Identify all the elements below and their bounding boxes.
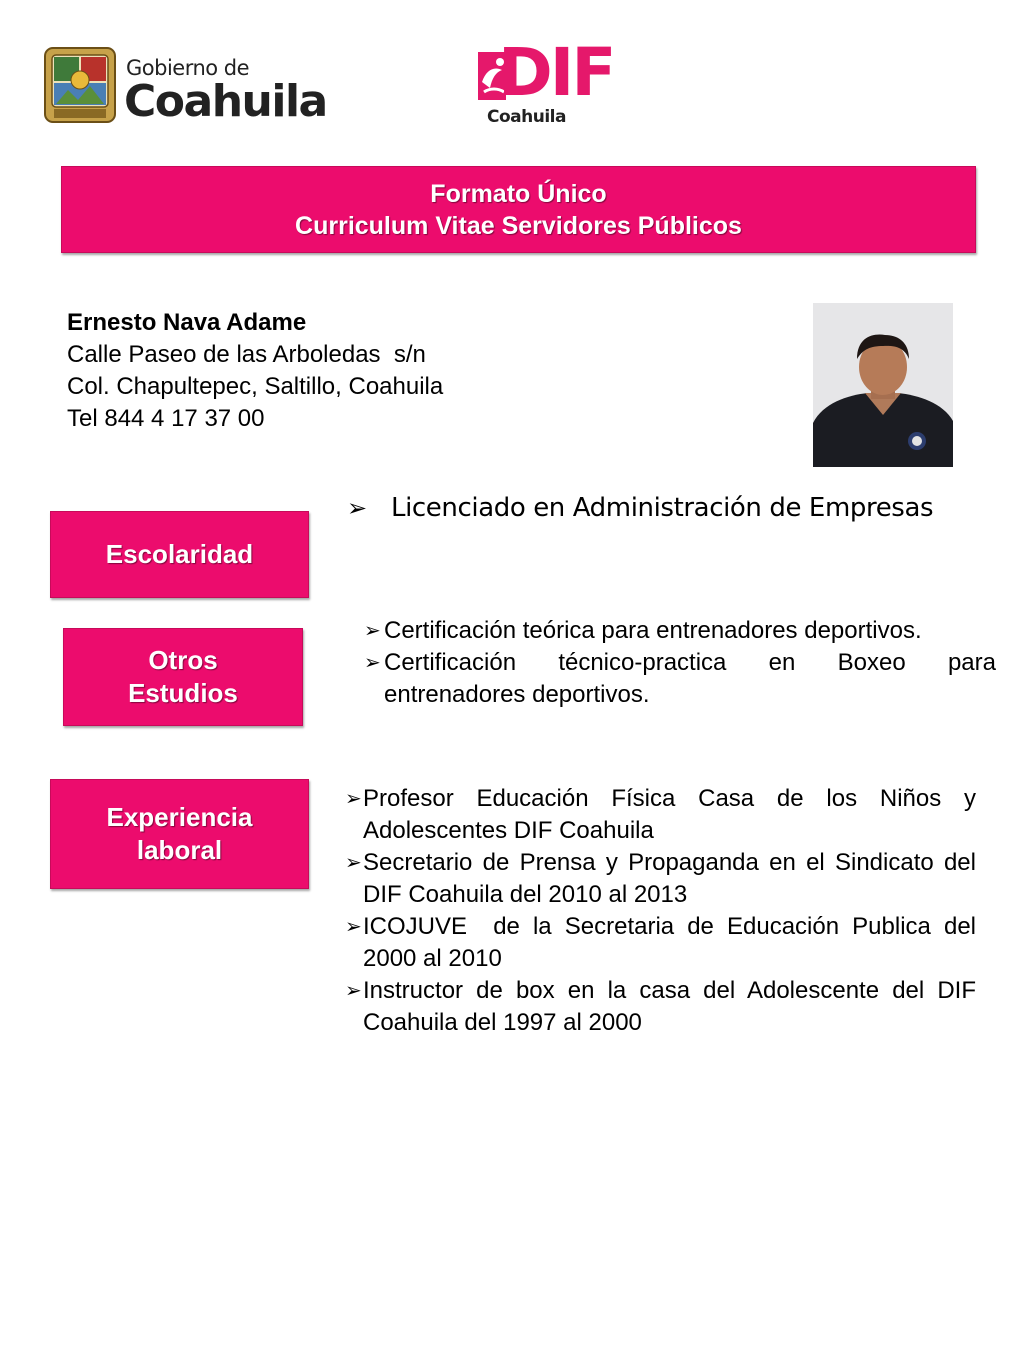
- otros-label-line-1: Otros: [148, 644, 218, 675]
- dif-text: DIF: [498, 34, 614, 111]
- list-item: [345, 783, 976, 847]
- list-item: [345, 911, 983, 975]
- address-line-2: Col. Chapultepec, Saltillo, Coahuila: [67, 373, 444, 400]
- arrow-bullet-icon: ➢: [345, 980, 362, 1002]
- arrow-bullet-icon: ➢: [364, 652, 381, 674]
- section-label-otros-estudios: [63, 628, 303, 726]
- escolaridad-item-text: Licenciado en Administración de Empresas: [391, 493, 934, 523]
- otros-item-text: Certificación teórica para entrenadores deportivos.: [384, 617, 922, 644]
- address-line-1: Calle Paseo de las Arboledas s/n: [67, 341, 426, 368]
- list-item: [364, 615, 996, 647]
- arrow-bullet-icon: ➢: [345, 916, 362, 938]
- profile-photo: [813, 303, 953, 467]
- arrow-bullet-icon: ➢: [345, 788, 362, 810]
- portrait-image: [813, 303, 953, 467]
- arrow-bullet-icon: ➢: [364, 620, 381, 642]
- arrow-bullet-icon: ➢: [345, 852, 362, 874]
- person-name: Ernesto Nava Adame: [67, 309, 307, 336]
- otros-label-line-2: Estudios: [128, 678, 238, 708]
- document-title: Formato Único: [430, 179, 607, 208]
- coahuila-seal-icon: [44, 46, 116, 124]
- personal-info: [67, 307, 443, 435]
- coahuila-text: Coahuila: [124, 76, 327, 127]
- document-title-banner: [61, 166, 976, 253]
- experiencia-list: [345, 783, 983, 1039]
- list-item: [364, 647, 996, 711]
- document-subtitle: Curriculum Vitae Servidores Públicos: [295, 211, 742, 240]
- list-item: [347, 489, 987, 527]
- gobierno-de-text: Gobierno de: [126, 56, 250, 80]
- escolaridad-list: [347, 489, 987, 527]
- experiencia-item-text: Secretario de Prensa y Propaganda en el Sindicato del DIF Coahuila del 2010 al 2013: [363, 849, 976, 908]
- experiencia-item-text: Instructor de box en la casa del Adolescente del DIF Coahuila del 1997 al 2000: [363, 977, 976, 1036]
- otros-estudios-list: [364, 615, 996, 711]
- experiencia-item-text: ICOJUVE de la Secretaria de Educación Publica del 2000 al 2010: [363, 913, 983, 972]
- escolaridad-label: Escolaridad: [105, 538, 254, 569]
- section-label-escolaridad: [50, 511, 309, 598]
- gobierno-coahuila-logo: [44, 46, 327, 128]
- list-item: [345, 975, 976, 1039]
- experiencia-label-line-1: Experiencia: [106, 801, 253, 832]
- experiencia-label-line-2: laboral: [136, 835, 223, 865]
- otros-item-text: Certificación técnico-practica en Boxeo para entrenadores deportivos.: [384, 649, 996, 708]
- experiencia-item-text: Profesor Educación Física Casa de los Niños y Adolescentes DIF Coahuila: [363, 785, 976, 844]
- arrow-bullet-icon: ➢: [347, 494, 367, 522]
- dif-coahuila-logo: [476, 34, 614, 128]
- list-item: [345, 847, 976, 911]
- section-label-experiencia-laboral: [50, 779, 309, 889]
- phone-number: Tel 844 4 17 37 00: [67, 405, 265, 432]
- dif-coahuila-text: Coahuila: [487, 107, 566, 127]
